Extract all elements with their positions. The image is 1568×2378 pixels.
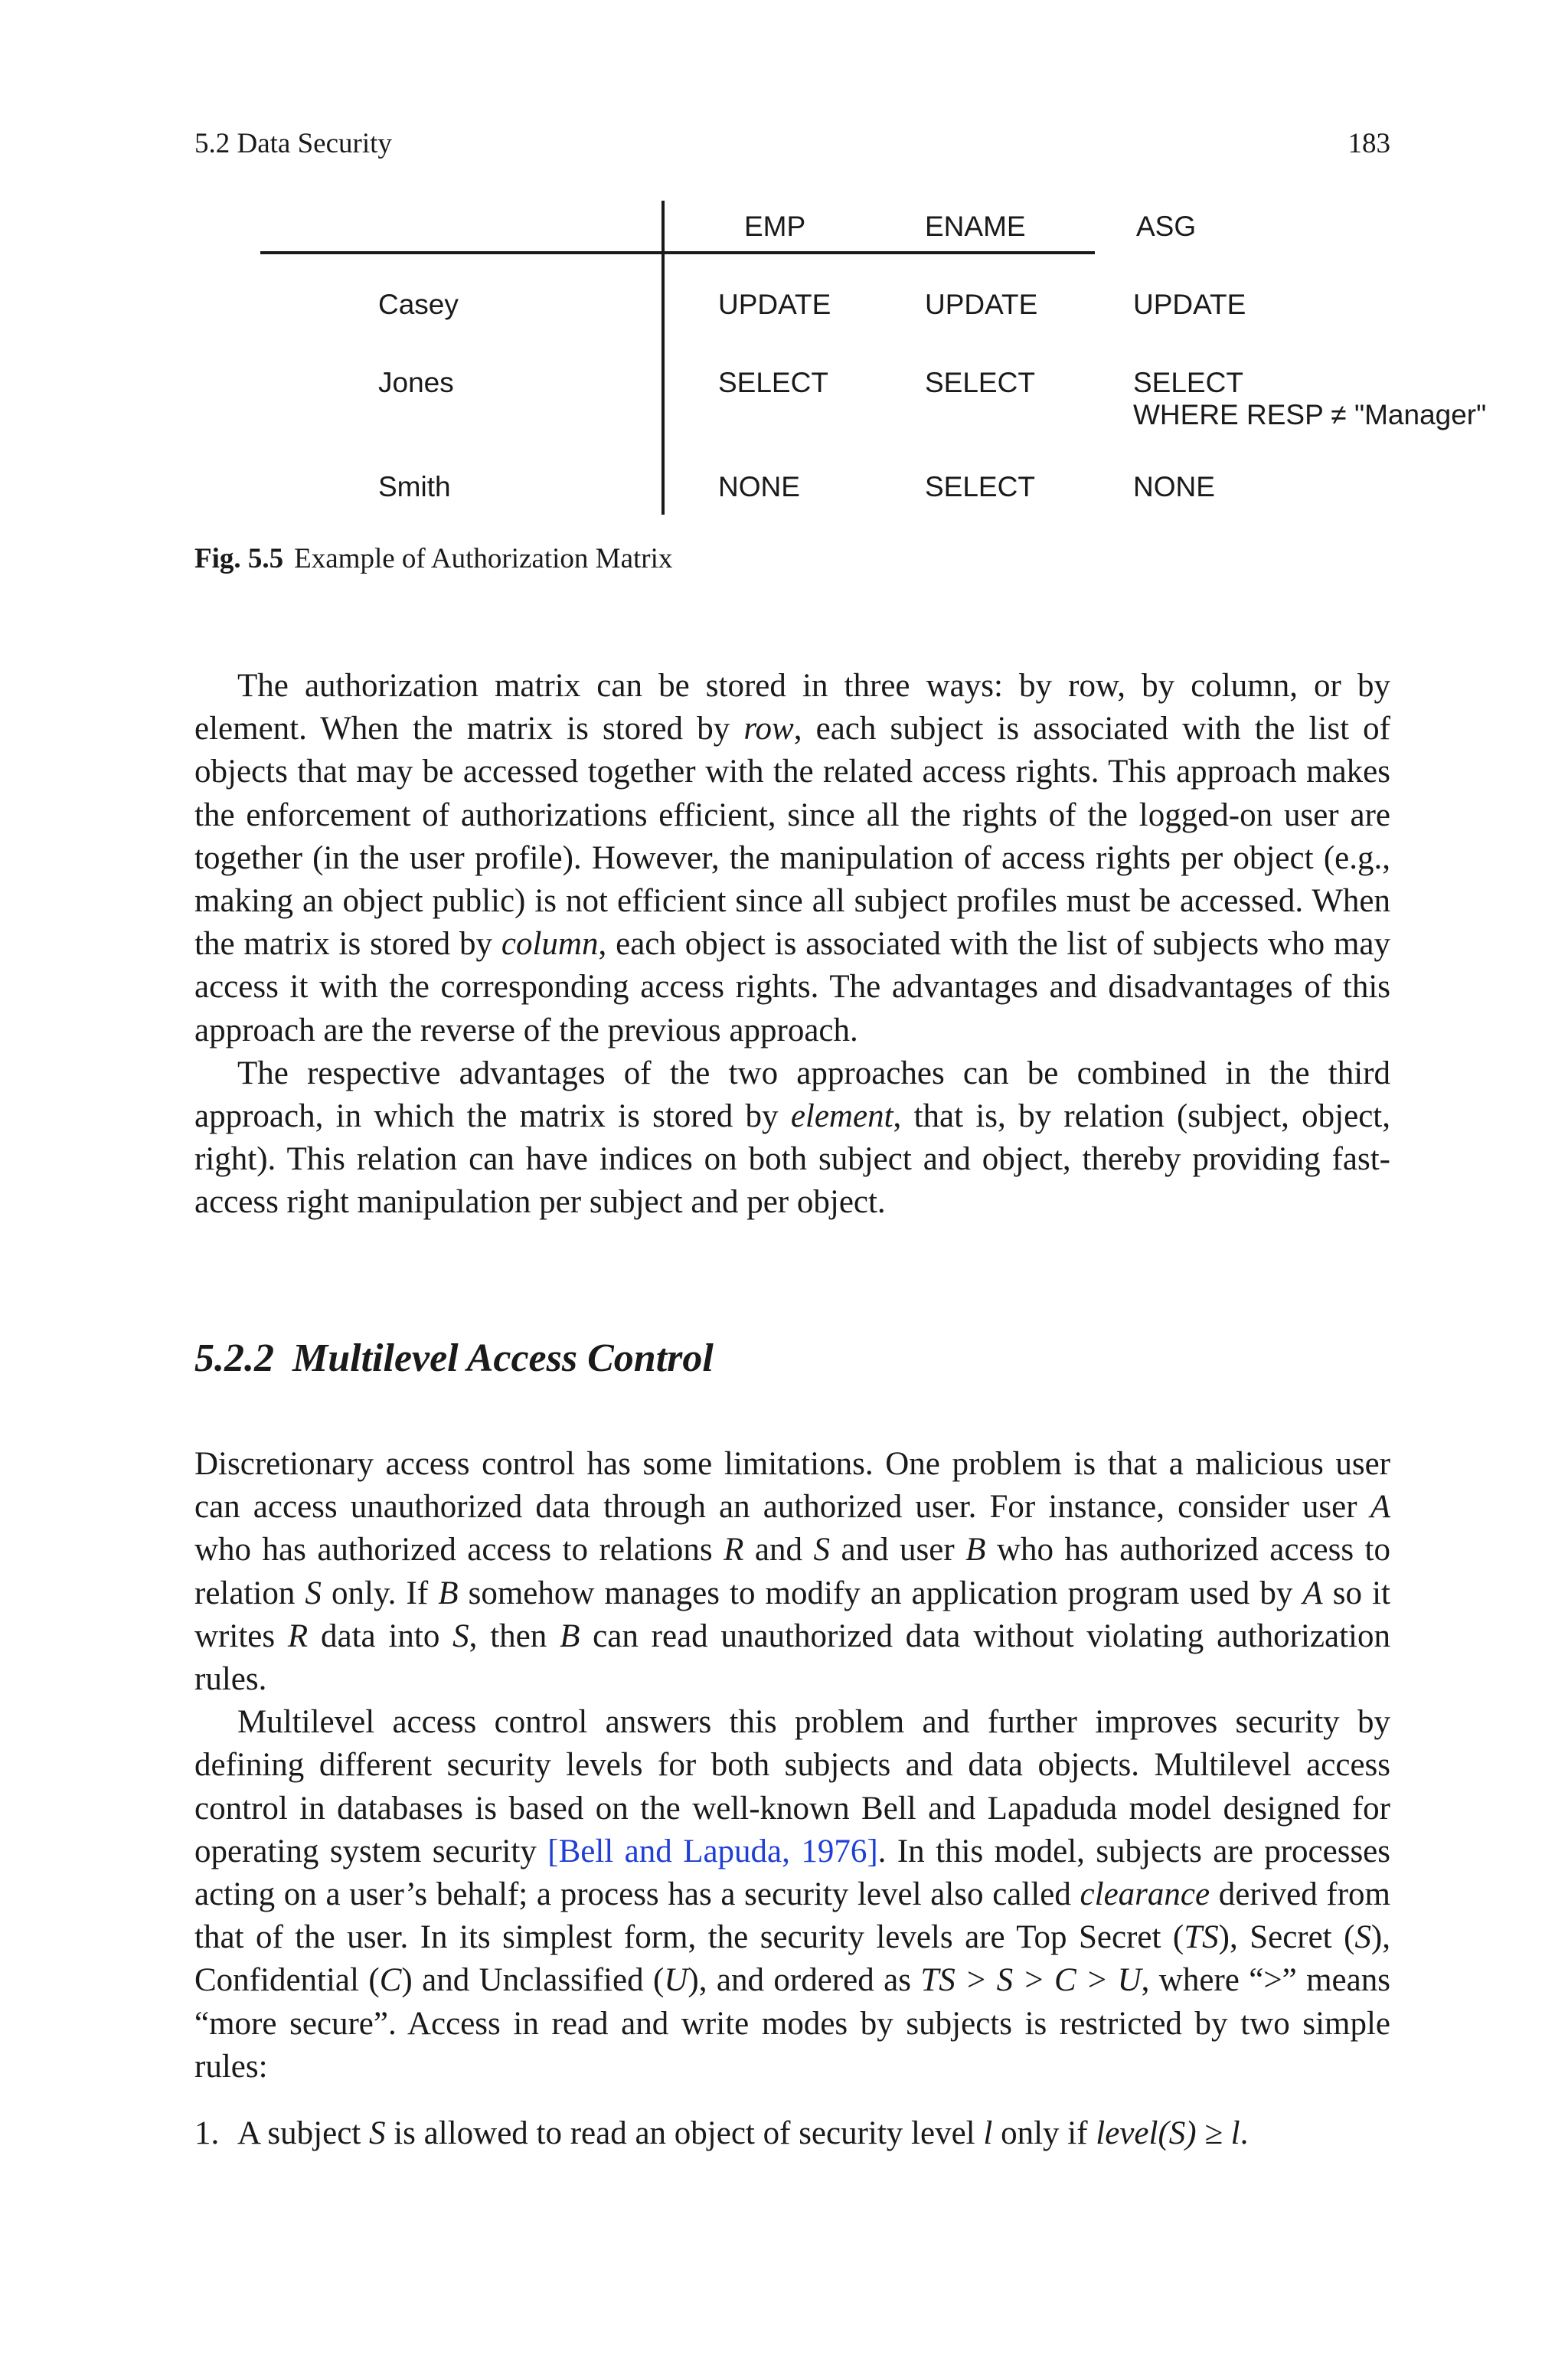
figure-caption-text: Example of Authorization Matrix <box>294 543 673 574</box>
matrix-cell: UPDATE <box>1133 289 1246 320</box>
body-text-block-2 <box>194 1443 1390 2089</box>
math-variable: U <box>664 1962 688 1999</box>
matrix-row-subject-casey: Casey <box>378 289 459 320</box>
text-run: , then <box>469 1617 560 1654</box>
text-run: , where “>” means “more secure”. Access in read and write modes by subjects is restricted by two simple rules: <box>194 1962 1390 2085</box>
matrix-cell-condition: WHERE RESP ≠ "Manager" <box>1133 399 1487 430</box>
text-run: ), Secret ( <box>1218 1919 1355 1956</box>
text-run: The authorization matrix can be stored in three ways: by row, by column, or by element. When the matrix is stored by <box>194 668 1390 747</box>
math-variable: S <box>368 2115 386 2151</box>
math-variable: B <box>560 1617 580 1654</box>
text-run: derived from that of the user. In its simplest form, the security levels are Top Secret ( <box>194 1876 1390 1956</box>
math-variable: S <box>305 1575 322 1611</box>
citation-link[interactable]: [Bell and Lapuda, 1976] <box>547 1833 878 1869</box>
text-run: ) and Unclassified ( <box>401 1962 665 1999</box>
section-title: Multilevel Access Control <box>292 1336 714 1380</box>
text-run: , each object is associated with the list of subjects who may access it with the corresponding access rights. The advantages and disadvantages of this approach are the reverse of the previous approach. <box>194 926 1390 1048</box>
text-run: . In this model, subjects are processes acting on a user’s behalf; a process has a security level also called <box>194 1833 1390 1913</box>
running-head-section: 5.2 Data Security <box>194 128 392 159</box>
text-run: somehow manages to modify an application program used by <box>458 1575 1303 1611</box>
matrix-cell: NONE <box>718 471 800 502</box>
emphasis: clearance <box>1080 1876 1210 1913</box>
text-run: and user <box>829 1532 966 1568</box>
section-number: 5.2.2 <box>194 1336 274 1380</box>
math-variable: TS <box>1184 1919 1219 1956</box>
text-run: data into <box>308 1617 453 1654</box>
section-heading <box>194 1336 714 1382</box>
emphasis: column <box>501 926 599 963</box>
math-variable: C <box>379 1962 402 1999</box>
paragraph <box>194 1443 1390 1701</box>
figure-caption-label: Fig. 5.5 <box>194 543 284 574</box>
matrix-horizontal-rule <box>260 251 1095 254</box>
matrix-vertical-rule <box>662 201 665 515</box>
text-run: and <box>743 1532 814 1568</box>
text-run: ), and ordered as <box>688 1962 921 1999</box>
list-item <box>194 2112 1390 2155</box>
matrix-column-header-emp: EMP <box>744 211 806 242</box>
math-variable: A <box>1302 1575 1323 1611</box>
paragraph <box>194 1701 1390 2089</box>
text-run: only if <box>992 2115 1096 2151</box>
math-variable: R <box>287 1617 309 1654</box>
authorization-matrix-figure <box>260 201 1487 522</box>
text-run: who has authorized access to relations <box>194 1532 724 1568</box>
matrix-row-subject-jones: Jones <box>378 367 454 398</box>
matrix-cell: SELECT <box>1133 367 1243 398</box>
matrix-row-subject-smith: Smith <box>378 471 451 502</box>
text-run: , that is, by relation (subject, object, right). This relation can have indices on both subject and object, thereby providing fast-access right manipulation per subject and per object. <box>194 1098 1390 1221</box>
text-run: is allowed to read an object of security level <box>385 2115 984 2151</box>
text-run: A subject <box>237 2115 369 2151</box>
matrix-cell: NONE <box>1133 471 1215 502</box>
emphasis: element <box>790 1098 893 1135</box>
math-variable: l <box>983 2115 993 2151</box>
text-run: so it writes <box>194 1575 1390 1654</box>
matrix-cell: SELECT <box>925 367 1035 398</box>
matrix-column-header-asg: ASG <box>1136 211 1197 242</box>
text-run: can read unauthorized data without violating authorization rules. <box>194 1617 1390 1698</box>
math-variable: A <box>1370 1489 1390 1526</box>
text-run: The respective advantages of the two approaches can be combined in the third approach, in which the matrix is stored by <box>194 1055 1390 1135</box>
matrix-cell: UPDATE <box>718 289 831 320</box>
math-expression: level(S) ≥ l <box>1096 2115 1240 2151</box>
text-run: . <box>1240 2115 1249 2151</box>
body-text-block-1 <box>194 665 1390 1225</box>
math-variable: B <box>438 1575 459 1611</box>
text-run: Discretionary access control has some limitations. One problem is that a malicious user can access unauthorized data through an authorized user. For instance, consider user <box>194 1446 1390 1526</box>
emphasis: row <box>743 711 794 747</box>
math-variable: R <box>724 1532 744 1568</box>
matrix-cell: SELECT <box>718 367 828 398</box>
math-expression: TS > S > C > U <box>920 1962 1142 1999</box>
math-variable: S <box>1354 1919 1371 1956</box>
paragraph <box>194 665 1390 1052</box>
figure-caption <box>194 542 672 576</box>
paragraph <box>194 1052 1390 1225</box>
math-variable: S <box>813 1532 830 1568</box>
text-run: ), Confidential ( <box>194 1919 1390 1999</box>
text-run: Multilevel access control answers this problem and further improves security by defining different security levels for both subjects and data objects. Multilevel access control in databases is based on the well-known Bell and Lapaduda model designed for operating system security <box>194 1704 1390 1869</box>
list-item-number: 1. <box>194 2115 220 2151</box>
matrix-cell: SELECT <box>925 471 1035 502</box>
text-run: who has authorized access to relation <box>194 1532 1390 1611</box>
text-run: , each subject is associated with the list of objects that may be accessed together with the related access rights. This approach makes the enforcement of authorizations efficient, since all the rights of the logged-on user are together (in the user profile). However, the manipulation of access rights per object (e.g., making an object public) is not efficient since all subject profiles must be accessed. When the matrix is stored by <box>194 711 1390 963</box>
text-run: only. If <box>321 1575 439 1611</box>
matrix-column-header-ename: ENAME <box>925 211 1026 242</box>
math-variable: S <box>452 1617 469 1654</box>
math-variable: B <box>965 1532 986 1568</box>
page-number: 183 <box>1348 128 1390 159</box>
matrix-cell: UPDATE <box>925 289 1038 320</box>
